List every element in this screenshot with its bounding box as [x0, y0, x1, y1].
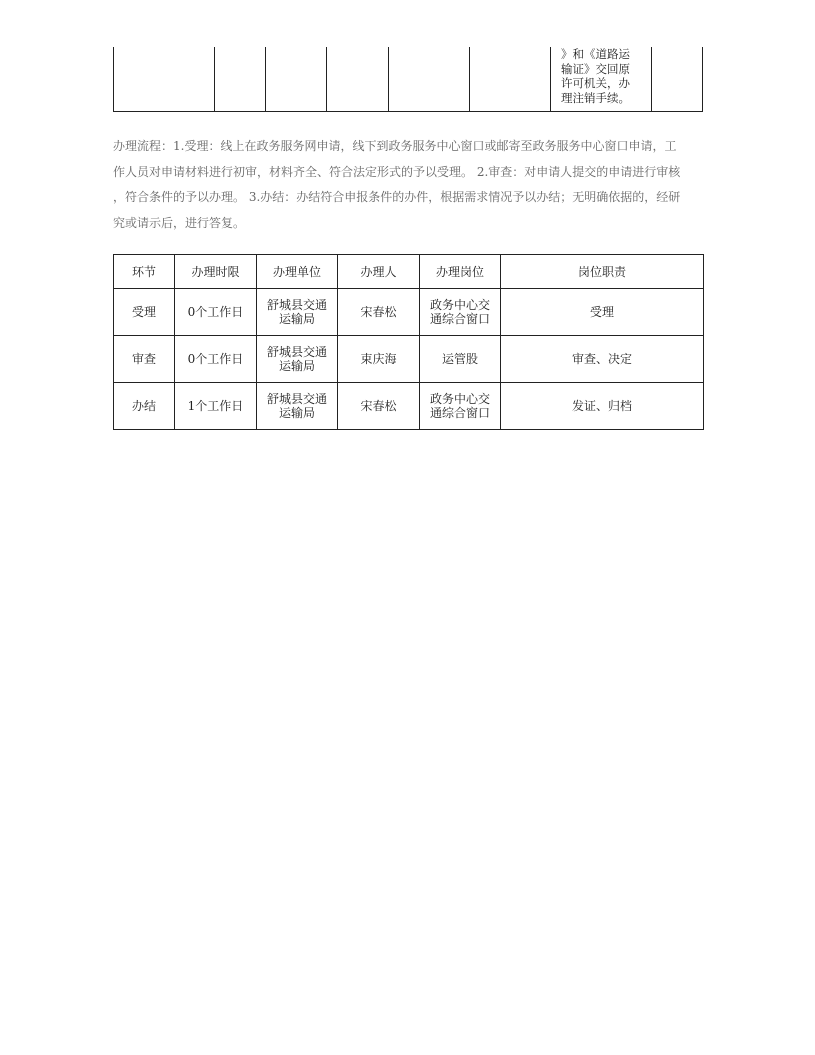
person-cell: 束庆海 [338, 336, 420, 383]
table-cell [114, 47, 215, 111]
process-line: 究或请示后，进行答复。 [113, 215, 246, 230]
table-cell [470, 47, 551, 111]
duty-cell: 审查、决定 [501, 336, 704, 383]
cancellation-note-cell [551, 47, 652, 111]
unit-line: 舒城县交通 [266, 392, 327, 406]
header-person: 办理人 [338, 255, 420, 289]
post-line: 运管股 [441, 352, 478, 366]
duty-cell: 发证、归档 [501, 383, 704, 430]
header-stage: 环节 [114, 255, 175, 289]
note-line: 许可机关，办 [561, 76, 630, 90]
duty-cell: 受理 [501, 289, 704, 336]
header-post: 办理岗位 [420, 255, 501, 289]
note-line: 理注销手续。 [561, 90, 630, 105]
time-limit-cell: 0个工作日 [175, 289, 257, 336]
table-cell [327, 47, 389, 111]
unit-cell [257, 383, 338, 430]
unit-line: 运输局 [278, 312, 315, 326]
stage-cell: 受理 [114, 289, 175, 336]
continued-table-fragment [113, 47, 703, 112]
table-cell [389, 47, 470, 111]
unit-cell [257, 336, 338, 383]
unit-line: 舒城县交通 [266, 345, 327, 359]
unit-line: 运输局 [278, 359, 315, 373]
table-cell [266, 47, 327, 111]
stage-cell: 审查 [114, 336, 175, 383]
header-time-limit: 办理时限 [175, 255, 257, 289]
time-limit-cell: 0个工作日 [175, 336, 257, 383]
post-cell [420, 336, 501, 383]
post-cell [420, 383, 501, 430]
table-row [114, 336, 704, 383]
post-line: 政务中心交 [429, 392, 490, 406]
table-header-row [114, 255, 704, 289]
process-line: ，符合条件的予以办理。 3.办结：办结符合申报条件的办件，根据需求情况予以办结；无明确依据的，经研 [113, 190, 681, 204]
person-cell: 宋春松 [338, 289, 420, 336]
stage-cell: 办结 [114, 383, 175, 430]
note-line: 输证》交回原 [561, 61, 630, 76]
post-line: 政务中心交 [429, 298, 490, 312]
unit-line: 运输局 [278, 406, 315, 420]
header-unit: 办理单位 [257, 255, 338, 289]
process-description [113, 134, 703, 236]
table-cell [215, 47, 266, 111]
table-row [114, 289, 704, 336]
header-duty: 岗位职责 [501, 255, 704, 289]
table-row [114, 383, 704, 430]
unit-cell [257, 289, 338, 336]
process-line: 办理流程：1.受理：线上在政务服务网申请，线下到政务服务中心窗口或邮寄至政务服务中心窗口申请，工 [113, 139, 677, 153]
note-line: 》和《道路运 [561, 47, 630, 61]
post-line: 通综合窗口 [429, 406, 490, 420]
process-steps-table [113, 254, 704, 430]
post-line: 通综合窗口 [429, 312, 490, 326]
unit-line: 舒城县交通 [266, 298, 327, 312]
table-cell [652, 47, 703, 111]
process-line: 作人员对申请材料进行初审，材料齐全、符合法定形式的予以受理。 2.审查：对申请人提交的申请进行审核 [113, 164, 681, 179]
time-limit-cell: 1个工作日 [175, 383, 257, 430]
person-cell: 宋春松 [338, 383, 420, 430]
post-cell [420, 289, 501, 336]
